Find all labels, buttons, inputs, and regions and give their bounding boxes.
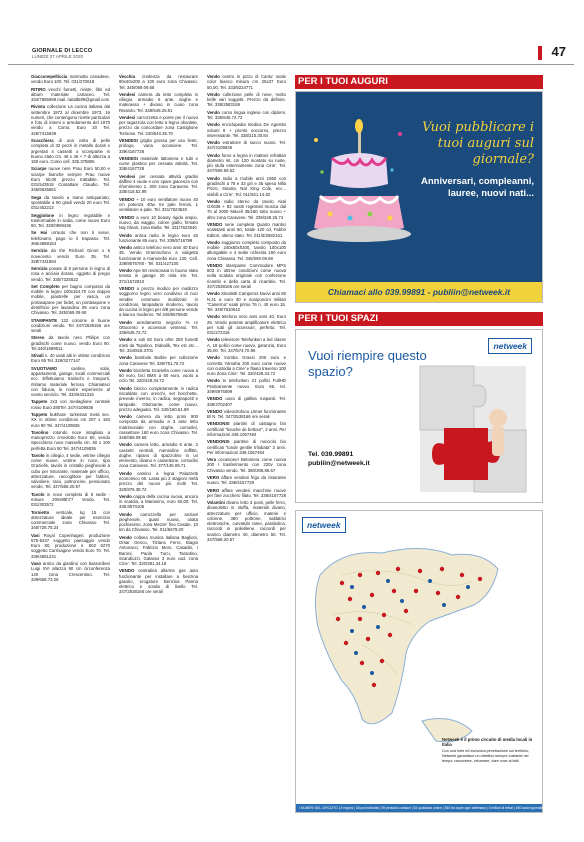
- ad-text: Stivaletti Camperos Nuovi anni 80 N.41 a euro 40 e scarponcini militari "Caserma" usati primo 76 n. 40 euro 15. Tel. 349/7810642: [207, 291, 286, 313]
- ad-text: tromba Grassi 200 euro e cornetta Yamaha 200 euro come nuove con custodia a Cirie' e flauto traverso 100 euro Zona Cirie'. Tel. 320/428.34.72: [207, 355, 286, 377]
- ad-keyword: Tappeto: [31, 399, 48, 405]
- ad-keyword: Vendo: [119, 493, 132, 499]
- ad-text: in legno regolabile e trasformabile in sedia, come nuovo Euro 50. Tel. 320/0959436: [31, 212, 110, 229]
- ad-text: corso lingua inglese con diplomi, Tel. 335/645.72.72: [207, 109, 286, 120]
- network-caption: [442, 737, 538, 763]
- ad-text: enciclopedia medica De Agostini volumi 8 + pronto soccorso, prezzo interessante. Tel. 338/215.30.84: [207, 122, 286, 138]
- ad-keyword: Tavolo: [31, 452, 45, 458]
- ad-text: affare vendesi frigo da ristorante nuovo. Tel. 338/4167728: [207, 474, 286, 486]
- ad-text: camera da letto primi 900 composta da armadio a 3 ante letto matrimoniale con doghe, comodini, cassettone 160 euro zona Chivasso. Tel. 345/069.09.68: [119, 414, 198, 441]
- ad-keyword: Servizio: [31, 266, 48, 272]
- ad-text: centralina allarme gas auto funzionante per installare a benzina gasolio, erogatore Benzina Parma elettrico e sonda di livello Tel. 347/2538166 ore serali: [119, 568, 198, 595]
- page-number: 47: [551, 44, 566, 59]
- ad-text: posate di 8 persone in legno di rosa e acciaio dorato, oggetto di pregio vendo. Tel. 335/7325522: [31, 266, 110, 282]
- classified-ad: [31, 213, 110, 229]
- ad-keyword: Seggiolone: [31, 212, 55, 218]
- ad-keyword: Vendo: [207, 239, 220, 245]
- ad-keyword: Vendo: [207, 140, 220, 146]
- ad-text: Ape 50 revisionata in buono stato tenuta in garage 20 mila km. Tel. 371/1572910: [119, 268, 198, 284]
- classified-ad: [119, 197, 198, 213]
- ad-text: n. 40 usati alti in ottime condizioni Euro 65 Tel. 329/3277147: [31, 353, 110, 364]
- classified-ad: [31, 195, 110, 211]
- classified-ad: [119, 442, 198, 468]
- classified-ad: [207, 337, 286, 353]
- ad-keyword: Vaso: [31, 561, 42, 567]
- classified-ad: [31, 230, 110, 246]
- ad-text: camera da letto completa in ciliegio, armadio 6 ante, doghe e materasso + divano in cuoio zona Rivarolo. Tel. 348/548.26.81: [119, 91, 198, 113]
- classified-ad: [31, 284, 110, 316]
- classified-ad: [207, 439, 286, 455]
- classified-ad: [119, 320, 198, 336]
- classified-ad: [207, 153, 286, 174]
- ad-text: vecchi fumetti, riviste, libri ed album materiale cartaceo. Tel. 334/7865699 mail. raitalbt89@gmail.com: [31, 86, 110, 103]
- classified-ad: [119, 386, 198, 412]
- ad-keyword: VENDO: [119, 196, 135, 202]
- classified-ad: [31, 335, 110, 351]
- auguri-subline: Anniversari, compleanni, lauree, nuovi nati...: [421, 176, 534, 199]
- classified-column-3: [207, 74, 286, 544]
- ad-text: cappa della cucina nuova, ancora in scatola, a Marianino, euro 50,00. Tel. 338.8570105: [119, 493, 198, 510]
- ad-keyword: Stereo: [31, 335, 45, 341]
- classified-ad: [119, 414, 198, 440]
- classified-ad: [31, 399, 110, 410]
- classified-ad: [119, 74, 198, 90]
- ad-text: in noce completo di 6 sedie - misure 200x85h77 Vendo. Tel. 031/303572: [31, 491, 110, 508]
- classified-ad: [119, 233, 198, 244]
- classified-ad: [207, 110, 286, 121]
- ad-keyword: Tavolo: [31, 491, 45, 497]
- classified-ad: [119, 92, 198, 113]
- ad-keyword: VENDESI: [119, 155, 138, 161]
- ad-keyword: Vendo: [207, 109, 220, 115]
- ad-text: un'auto che non ti serve, telefonami, pago io il trapasso. Tel. 366/4868184: [31, 230, 110, 246]
- ad-keyword: Vendo: [119, 367, 132, 373]
- ad-keyword: Vendo: [207, 355, 220, 361]
- classified-ad: [207, 314, 286, 335]
- ad-text: occasione! Betoniera come nuova 200 l trasferimento con 220v zona Chivasso vendo. Tel. 380/305.86.67: [207, 457, 286, 473]
- classified-ad: [31, 561, 110, 582]
- ad-text: affare vendesi macchine nuove per fare zucchero filato. Tel. 338/4167728: [207, 487, 286, 498]
- ad-text: antico da giardino con bassorilievi Luigi XVI altezza 90 cm circonferenza 140 zona Crescentino. Tel. 339/658.73.26: [31, 561, 110, 582]
- ad-text: a euro 10 beauty rigido ampio, nuovo, da viaggio, colore giallo, firmato Naj Oleari, zona Biella. Tel. 331/7823540: [119, 214, 198, 231]
- spazi-headline: Vuoi riempire questo spazio?: [308, 348, 427, 379]
- ad-keyword: SVUOTIAMO: [31, 365, 58, 371]
- classified-ad: [31, 533, 110, 559]
- ad-text: stampante Commodore MPS 803 in ottime condizioni come nuova nella scatola originale con confezione ricambi e della carta di ricambio. Tel. 347/2538166 ore serali: [207, 262, 286, 289]
- ad-text: da tavolo a mano antiquariato, spostabile a 90 gradi vendo 20 euro Tel. 031/452213: [31, 194, 110, 211]
- ad-keyword: Vendo: [207, 74, 220, 79]
- ad-keyword: Sega: [31, 194, 42, 200]
- ad-keyword: Vendo: [119, 355, 132, 361]
- classified-ad: [207, 475, 286, 486]
- netweek-logo: netweek: [302, 517, 346, 533]
- ad-text: collezione pelle di neve, molto belle vari soggetti. Prezzo da definire. Tel. 338/2583169: [207, 91, 286, 108]
- ad-keyword: Vendesi: [119, 114, 136, 120]
- network-numbers-legend: I NUMERI DEL CIRCUITO | 8 regioni | 38 poli editoriali | 59 periodici cartacei | 53 quotidiani online | 350 tra copie ogni settimana | 3 milioni di lettori | 600 autori giornalistici | 114 agenti commerciali: [296, 804, 542, 812]
- classified-ad: [207, 421, 286, 437]
- issue-date: LUNEDÌ 27 APRILE 2020: [32, 54, 84, 59]
- spazi-advert[interactable]: [295, 329, 543, 503]
- classified-ad: [31, 492, 110, 508]
- ad-keyword: VENDO: [207, 262, 223, 268]
- header-accent-bar: [538, 46, 542, 60]
- classified-ad: [207, 409, 286, 420]
- ad-keyword: VENDO: [207, 222, 223, 227]
- classified-ad: [119, 286, 198, 318]
- ad-text: soggiorno completo composto da mobile 240x50xh200, tavolo 100x100 allungabile e 4 sedie richiesta 190 euro zona Chivasso. Tel. 345/069.09.68: [207, 239, 286, 261]
- ad-keyword: Set Completo: [31, 283, 60, 289]
- classified-ad: [119, 355, 198, 366]
- ad-text: forno a legna in mattoni refrattari diametro int. cm 120 montato su ruote, più stufa esternamente zona Cirie'. Tel. 347/509.59.52: [207, 152, 286, 174]
- ad-text: uova di gallina ruspanti. Tel. 338/4702407: [207, 396, 286, 407]
- classified-ad: [31, 412, 110, 428]
- classified-ad: [207, 74, 286, 90]
- classified-ad: [119, 115, 198, 136]
- classified-ad: [207, 500, 286, 542]
- ad-keyword: Sciarpe: [31, 166, 47, 172]
- classified-ad: [207, 355, 286, 376]
- netweek-network-advert[interactable]: [295, 510, 584, 813]
- classified-ad: [207, 240, 286, 261]
- ad-keyword: VENDO: [119, 286, 135, 292]
- ad-keyword: Vendo: [207, 152, 220, 158]
- ad-keyword: Vendo: [207, 291, 220, 297]
- classified-ad: [119, 337, 198, 353]
- classified-ad: [31, 510, 110, 531]
- ad-text: 132 colonne in buone condizioni vendo. Tel 347/2538166 ore serali: [31, 317, 110, 334]
- ad-text: arredamento negozio % re Ottocento e accessori ventessi. Tel. 335/645.72.72: [119, 319, 198, 336]
- classified-ad: [119, 535, 198, 567]
- ad-keyword: Vendesi: [119, 173, 136, 179]
- classified-ad: [119, 138, 198, 154]
- classified-ad: [207, 199, 286, 220]
- ad-keyword: VENDESI: [119, 138, 138, 144]
- ad-text: camino a legna Palazzetti economico 60. Lasta più 2 stagioni metà prezzo del nuovo più molti Tel. 320/876.38.72: [119, 470, 198, 492]
- ad-text: carrozzetta e ponte per il nuovo per ragazzo/a con letto a legno obsolete, prezzo da concordare zona Castiglione Torinese. Tel. 340/640.35.70: [119, 114, 198, 136]
- ad-text: per bagno composto da mobile in legno 100x164,70 con doppio mobile, piastrelle per vasca, un portasapone per bidet, un portasapone e dentifricio per lavandino 95 euro zona Chivasso. Tel. 345/069 09 68: [31, 283, 110, 316]
- ad-keyword: Vendo: [119, 268, 132, 274]
- ad-keyword: Vendo: [119, 534, 132, 540]
- ad-keyword: Vendo: [119, 245, 132, 251]
- classified-ad: [207, 291, 286, 312]
- auguri-advert[interactable]: [295, 91, 543, 303]
- classified-ad: [119, 471, 198, 492]
- network-caption-title: Netweek è il primo circuito di media locali in Italia: [442, 737, 533, 748]
- ad-text: a prezzo modico per inutilizzo soggiorno legno vero condiviso di noci vendite commune inutilizzati in condizioni, lampadario moderno, tavolo da cucina in legno per 6/8 persone vende a bianco moderno. Tel 349/6576645: [119, 286, 198, 318]
- ad-keyword: Stivali: [31, 353, 44, 359]
- netweek-logo: netweek: [488, 338, 532, 354]
- ad-text: credenza da restaurare 80x40x200 a 100 euro zona Chivasso. Tel. 345/069.09.68: [119, 74, 198, 90]
- classified-ad: [31, 166, 110, 192]
- classified-ad: [119, 174, 198, 195]
- classified-ad: [31, 104, 110, 136]
- ad-keyword: Vendo: [207, 314, 220, 320]
- ad-text: + 10 euro ventilatore nuovo 40 cm potenza 40w, tre pale ferrosi, 1 ventilatore a pale. Tel. 331/7823540: [119, 196, 198, 213]
- ad-text: collezione La cucina italiana dal settembre 1972 al dicembre 1973, 16 numeri, che contengono ricette particolari e foto di interni e arredamento del 1970 vendo a Como, Euro 20 Tel. 328/7415639: [31, 104, 110, 136]
- ad-keyword: STAMPANTE: [31, 317, 58, 323]
- classified-ad: [207, 396, 286, 407]
- ad-text: piantine di nocciolo bio certificati "tonde gentile trilobata" 2 anni. Per informazioni 349.1067494: [207, 439, 286, 455]
- ad-keyword: Vendo: [119, 442, 132, 448]
- classified-ad: [207, 263, 286, 289]
- ad-text: verticale, kg 15 con attrezzatura ideale per esercizio commerciale zona Chivasso Tel. 340/728.75.24: [31, 509, 110, 531]
- ad-keyword: Vendo: [207, 122, 220, 128]
- ad-text: griglia grossa per uso feste, prologo, varia occasione. Tel. 339/4167728: [119, 138, 198, 154]
- classified-column-1: [31, 74, 110, 584]
- ad-text: videocitofono Urmet funzionante B/ N. Tel. 347/2538166 ore serali: [207, 408, 286, 420]
- classified-ad: [31, 318, 110, 334]
- ad-keyword: Vendo: [207, 198, 220, 204]
- ad-text: a soli 60 Euro oltre 250 fumetti misti da Topolino, Diabolik, Tex etc etc... Tel. 334/818.3701: [119, 337, 198, 353]
- classified-ad: [119, 268, 198, 284]
- ad-keyword: Vendo: [119, 319, 132, 325]
- ad-text: 2x3 con medaglione centrale rosso Euro 280Tel. 347/4109836: [31, 399, 110, 410]
- classified-column-2: [119, 74, 198, 597]
- page-header: [8, 44, 574, 65]
- ad-keyword: Volantini: [207, 500, 225, 506]
- classified-ad: [31, 266, 110, 282]
- section-header-auguri: PER I TUOI AUGURI: [295, 75, 543, 89]
- ad-text: marmotta canadese, vendo Euro 100. Tel. 031/270618: [31, 74, 110, 85]
- classified-ad: [207, 222, 286, 238]
- ad-text: di una volta di pelle completa di 32 pezzi in metallo dorati e argentati 4 cassetti o scompartie in buono stato cm. 46 x 46 + 7 di altezza a 150 euro. Como cell. 335.375806: [31, 138, 110, 165]
- ad-text: blocco completamente in radica riscaldato con orecchi, set bocchette, prevede inverno, in radica, segnaposti e lampade. Ottomante, come nuovo, prezzo adeguato. Tel. 340/160.61.69: [119, 385, 198, 412]
- puzzle-icon: [414, 360, 532, 498]
- classified-ad: [119, 568, 198, 594]
- ad-text: camera letto, armadio 6 ante, 2 cassetti centrali, mensoline soffitte, doghe, ripiano di spazzolino in un elemento, divano e cassettone, comodini zona Caravese. Tel. 377/145.09.71: [119, 442, 198, 469]
- ad-text: materiale lattoniera e tubi e curve plastica per cessata attività. Tel. 338/4167728: [119, 155, 198, 172]
- ad-keyword: VENDONSI: [207, 421, 230, 427]
- ad-keyword: Vendo: [207, 91, 220, 97]
- ad-keyword: Vendo: [207, 378, 220, 384]
- network-caption-body: Con una forte ed esclusiva penetrazione sul territorio, Netweek garantisce un obiettivo sempre costante nel tempo: raccontare, informare, dare voce ai fatti.: [442, 749, 530, 763]
- ad-text: estrattore di succo nuovo. Tel. 347/4109836: [207, 140, 286, 151]
- classified-ad: [207, 488, 286, 499]
- ad-keyword: Rivista: [31, 104, 46, 110]
- ad-text: da tavolo nero Philips con giradischi come nuovo, vendo Euro 90. Tel.340/1699511: [31, 335, 110, 351]
- classified-ad: [31, 248, 110, 264]
- classified-ad: [119, 368, 198, 384]
- ad-text: serie completa Quarto mantici scaletanti anni 50, totale 120 cd, Fabbri Editori, ottimo stato. Tel. 011/5/2582151: [207, 222, 286, 238]
- ad-text: antica radio in legno euro 40 funzionante 85 euro. Tel. 339/5716799: [119, 232, 198, 243]
- ad-keyword: Scacchiera: [31, 138, 54, 144]
- ad-text: cantine, solai, appartamenti, garage, locali commerciali ecc. Effettuiamo traslochi e trasporti, ritiriamo materiale ferroso. Chiamateci con fiducia, le nostre esperienze al vostro servizio. Tel. 333/6431316: [31, 365, 110, 398]
- ad-text: radio a mobile anni 1950 con giradischi a 78 e 33 giri e 45 spesa Nilla Pizzo, Sinatra, Nat King Cole, ecc... visibili a Cirie'. Tel. 011/921.14.82: [207, 175, 286, 197]
- spazi-phone: Tel. 039.99891: [308, 451, 354, 458]
- ad-text: divano letto 3 posti, pelle ferro, divanoletto in stoffa, materiali divano, attrezzatura per ufficio, materie e colonne, 380 poltrone, saldatrici elettroniche, curvatubi rame, parabolica, raccordi in polietilene, raccordi per scarico diametro 40, diametro 50. Tel. 347/568.20.57: [207, 500, 286, 542]
- ad-text: radio stereo da tavolo Akai GX636 + 82 nastri registrati musica dal 70 al 2000 Maxell 35/180 tutto nuovo + altro zona Caravese. Tel. 339/248.26.74: [207, 198, 286, 220]
- ad-text: piantini di castagno bio certificati "bouche de bettour", 2 anni. Per informazioni 349.1067494: [207, 421, 287, 437]
- ad-keyword: Tavolino: [31, 429, 49, 435]
- ad-keyword: VENDO: [207, 408, 223, 414]
- spazi-email[interactable]: publiin@netweek.it: [308, 460, 370, 467]
- ad-text: nuove nere Prau Euro 50,00 e sciarpe bianche sempre Prau nuove Euro 50,00 prezzo trattabile. Tel. 031/543518 Contattare Claudio. Tel. 345/6625661: [31, 166, 110, 193]
- ad-keyword: Vendo: [207, 337, 220, 343]
- ad-text: bukhara- turkestan metà sec. XX in ottime condizioni cm 257 x 183 euro 90 Tel. 347/4109836: [31, 412, 110, 428]
- ad-text: collana musica italiana Baglioni, Omar Genco, Tiziano Ferro, Biagio Antonacci, Fabrizio Moro, Casadei, I Baroni, Paola Turci, Tarantino, Scandiuzzi, Galasso 3 euro cad. zona Cirie'. Tel. 320/381.34.18: [119, 534, 198, 567]
- newspaper-title: GIORNALE DI LECCO: [32, 48, 93, 54]
- classified-ad: [207, 176, 286, 197]
- classified-ad: [119, 215, 198, 231]
- auguri-headline: Vuoi pubblicare i tuoi auguri sul giornale?: [422, 120, 534, 167]
- ad-keyword: Tornietto: [31, 509, 50, 515]
- ad-keyword: Vendo: [119, 470, 132, 476]
- classified-ad: [207, 122, 286, 138]
- classified-ad: [119, 245, 198, 266]
- ad-keyword: VENDONSI: [207, 439, 230, 445]
- ad-keyword: VERO: [207, 474, 220, 480]
- classified-ad: [207, 457, 286, 473]
- classified-ad: [31, 430, 110, 451]
- classified-ad: [119, 156, 198, 172]
- classified-ad: [119, 494, 198, 510]
- ad-text: da the Richard Ginori x 6 novecento vendo Euro 35. Tel. 328/7431894: [31, 248, 110, 264]
- classified-ad: [207, 378, 286, 394]
- ad-keyword: Vera: [207, 457, 217, 463]
- classified-ad: [31, 453, 110, 490]
- ad-text: carrozzella per anziani pieghevole, quasi nuova, usata pochissimo, zona Mezze' fino Casale, 10 km da Chivasso. Tel. 011/6679.20: [119, 511, 198, 533]
- ad-keyword: VENDO: [119, 568, 135, 574]
- ad-text: rotondo noce intagliato a manoprezzo cmvolotto Euro 60, vendo Specchiera noce massello cm. 60 x 100 perfetta Euro 50 Tel. 347/4109836: [31, 429, 110, 451]
- ad-keyword: Vendo: [119, 414, 132, 420]
- ad-text: in ciliegio, 4 sedie, vetrine ciliegio come nuove, vetrine in noce, tipo Grazielle, tavolo in cristallo pieghevole a cubo per ristorante, materiale per ufficio, attrezzature, raccoglitore per faldoni, valvoliere, raso, poltroncine, pensionato vende. Tel. 347/568.20.57: [31, 452, 110, 490]
- ad-text: per cessata attività gradini daffine 4 vuote e uno spare giacenza con rifornimento 1. 300 zona Caravese. Tel. 338/418.52.98: [119, 173, 198, 195]
- classified-ad: [31, 74, 110, 85]
- ad-text: bicicletta Graziella come nuova a 60 euro, bici BMX a 50 euro, vuoto a ciclo Tel. 320/428.34.72: [119, 367, 198, 384]
- classified-ad: [31, 87, 110, 103]
- classified-ad: [31, 366, 110, 398]
- ad-text: centro in pizzo di Cantu' ovale color bianco misura cm 25x37 Euro 50,00. Tel. 333/9224771: [207, 74, 286, 90]
- classified-ad: [31, 138, 110, 164]
- ad-text: bambole Barbie per collezione zona Caravese Tel. 339/751.76.72: [119, 355, 198, 366]
- ad-keyword: Vendo: [119, 385, 132, 391]
- ad-keyword: VENDO: [119, 214, 135, 220]
- section-header-spazi: PER I TUOI SPAZI: [295, 312, 543, 326]
- classified-ad: [119, 512, 198, 533]
- ad-keyword: Vendesi: [119, 91, 136, 97]
- ad-keyword: Vendo: [119, 232, 132, 238]
- ad-keyword: Tappeto: [31, 412, 48, 417]
- ad-text: televisore Telefunken a led classe A, 18 pollici come nuovo, garanzia, Euro 35,00. Tel. 347/574.70.96: [207, 337, 286, 353]
- ad-keyword: Giacconepelliccia: [31, 74, 68, 79]
- ad-keyword: Vecchia: [119, 74, 136, 79]
- ad-keyword: VENDO: [207, 396, 223, 402]
- ad-text: tv telefunken 21 pollici FullHD Praticamente nuovo. Euro 65. tel. 349/6976099: [207, 378, 286, 394]
- ad-keyword: Vendo: [119, 337, 132, 343]
- ad-text: telefono nero anni anni 40, Euro 25. Vendo potente amplificatore elettrico per tutti gli accessori, perfetto. Tel. 031/272316: [207, 314, 286, 336]
- ad-keyword: VERO: [207, 487, 220, 493]
- ad-text: antico telefono nero anni 40 Euro 35. Vendo Grammofono a valigetta funzionante a manovella euro 120. Cell. 339/8576780 - Tel. 031/427100: [119, 245, 198, 266]
- ad-keyword: Vasi: [31, 532, 40, 538]
- spazi-contact: [308, 450, 370, 468]
- classified-ad: [207, 92, 286, 108]
- ad-keyword: Vendo: [119, 511, 132, 517]
- ad-keyword: Servizio: [31, 248, 48, 254]
- ad-text: Royal Copenhagen: produzione 575-5247 soggetto paesaggio vendo Euro 80, produzione n. 602 5270 soggetto Carrisagine vendo Euro 70. Tel. 339/4651231: [31, 532, 110, 559]
- classified-ad: [31, 353, 110, 364]
- ad-keyword: Vendo: [207, 175, 220, 181]
- ad-keyword: RITIRO: [31, 86, 46, 92]
- classified-ad: [207, 140, 286, 151]
- birthday-cake-icon: [302, 110, 414, 270]
- auguri-contact-bar[interactable]: Chiamaci allo 039.99891 - publiin@netweek.it: [296, 282, 542, 302]
- ad-keyword: Se Hai: [31, 230, 48, 236]
